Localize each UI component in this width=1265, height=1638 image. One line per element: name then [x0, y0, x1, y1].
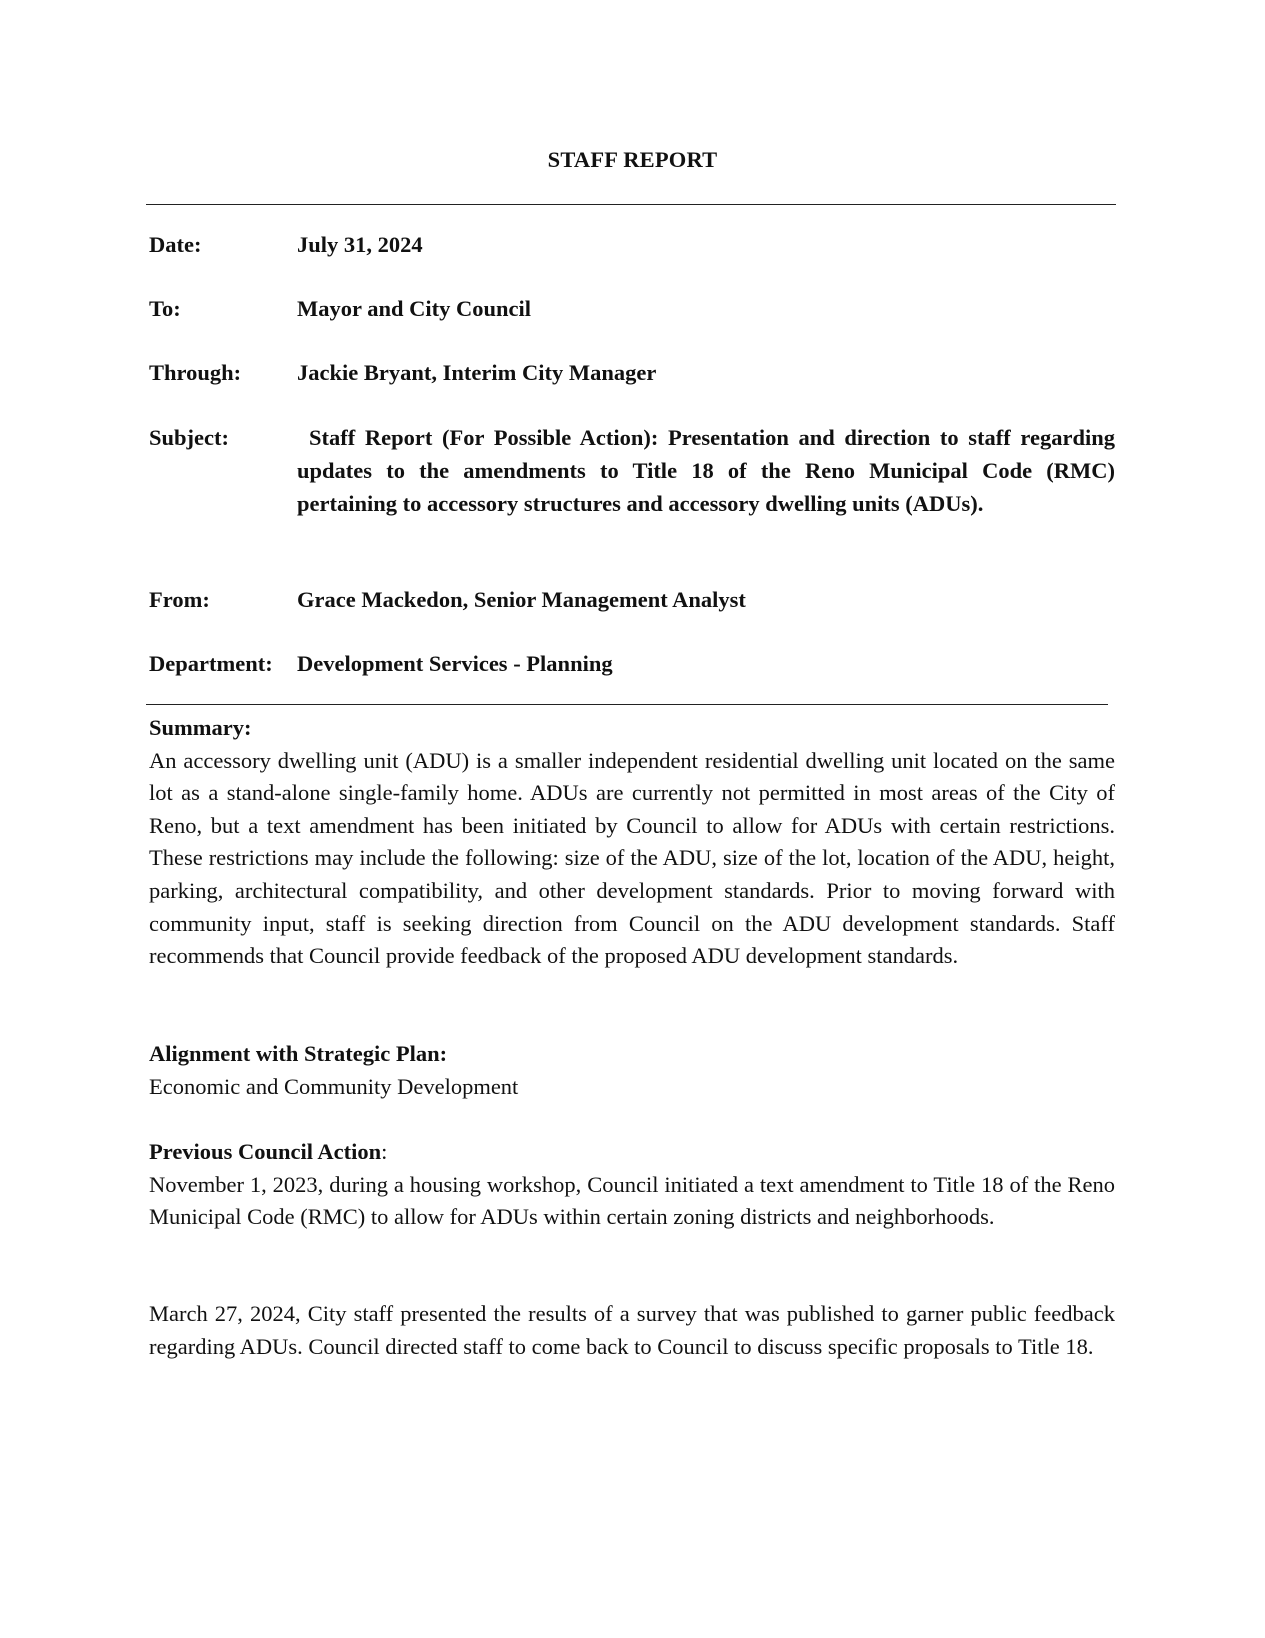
previous-action-heading-colon: : [381, 1139, 388, 1164]
previous-action-heading: Previous Council Action [149, 1139, 382, 1164]
previous-action-section [149, 1136, 1115, 1234]
previous-action-heading-line [149, 1136, 1115, 1169]
summary-body: An accessory dwelling unit (ADU) is a smaller independent residential dwelling unit located on the same lot as a stand-alone single-family home. ADUs are currently not permitted in most areas of the City of Reno, but a text amendment has been initiated by Council to allow for ADUs with certain restrictions. These restrictions may include the following: size of the ADU, size of the lot, location of the ADU, height, parking, architectural compatibility, and other development standards. Prior to moving forward with community input, staff is seeking direction from Council on the ADU development standards. Staff recommends that Council provide feedback of the proposed ADU development standards. [149, 747, 1115, 969]
from-value: Grace Mackedon, Senior Management Analyst [297, 587, 746, 612]
header-rule-bottom [146, 704, 1108, 705]
strategic-plan-heading: Alignment with Strategic Plan: [149, 1041, 448, 1066]
strategic-plan-body: Economic and Community Development [149, 1073, 519, 1099]
previous-action-paragraph-1: November 1, 2023, during a housing workshop, Council initiated a text amendment to Title 18 of the Reno Municipal Code (RMC) to allow for ADUs within certain zoning districts and neighborhoods. [149, 1171, 1115, 1230]
page-title: STAFF REPORT [547, 147, 718, 172]
header-rule-top [146, 204, 1116, 205]
previous-action-paragraph-2: March 27, 2024, City staff presented the results of a survey that was published to garner public feedback regarding ADUs. Council directed staff to come back to Council to discuss specific proposals to Title 18. [149, 1301, 1115, 1359]
to-label: To: [149, 296, 181, 321]
subject-value: Staff Report (For Possible Action): Presentation and direction to staff regarding updates to the amendments to Title 18 of the Reno Municipal Code (RMC) pertaining to accessory structures and accessory dwelling units (ADUs). [297, 425, 1115, 516]
subject-label: Subject: [149, 425, 229, 450]
department-value: Development Services - Planning [297, 651, 613, 676]
date-label: Date: [149, 232, 202, 257]
previous-action-paragraph-2-block [149, 1298, 1115, 1363]
from-label: From: [149, 587, 210, 612]
through-value: Jackie Bryant, Interim City Manager [297, 360, 657, 385]
to-value: Mayor and City Council [297, 296, 531, 321]
strategic-plan-section [149, 1038, 1115, 1103]
summary-heading: Summary: [149, 715, 252, 740]
department-label: Department: [149, 651, 273, 676]
through-label: Through: [149, 360, 242, 385]
summary-section [149, 712, 1115, 973]
date-value: July 31, 2024 [297, 232, 423, 257]
